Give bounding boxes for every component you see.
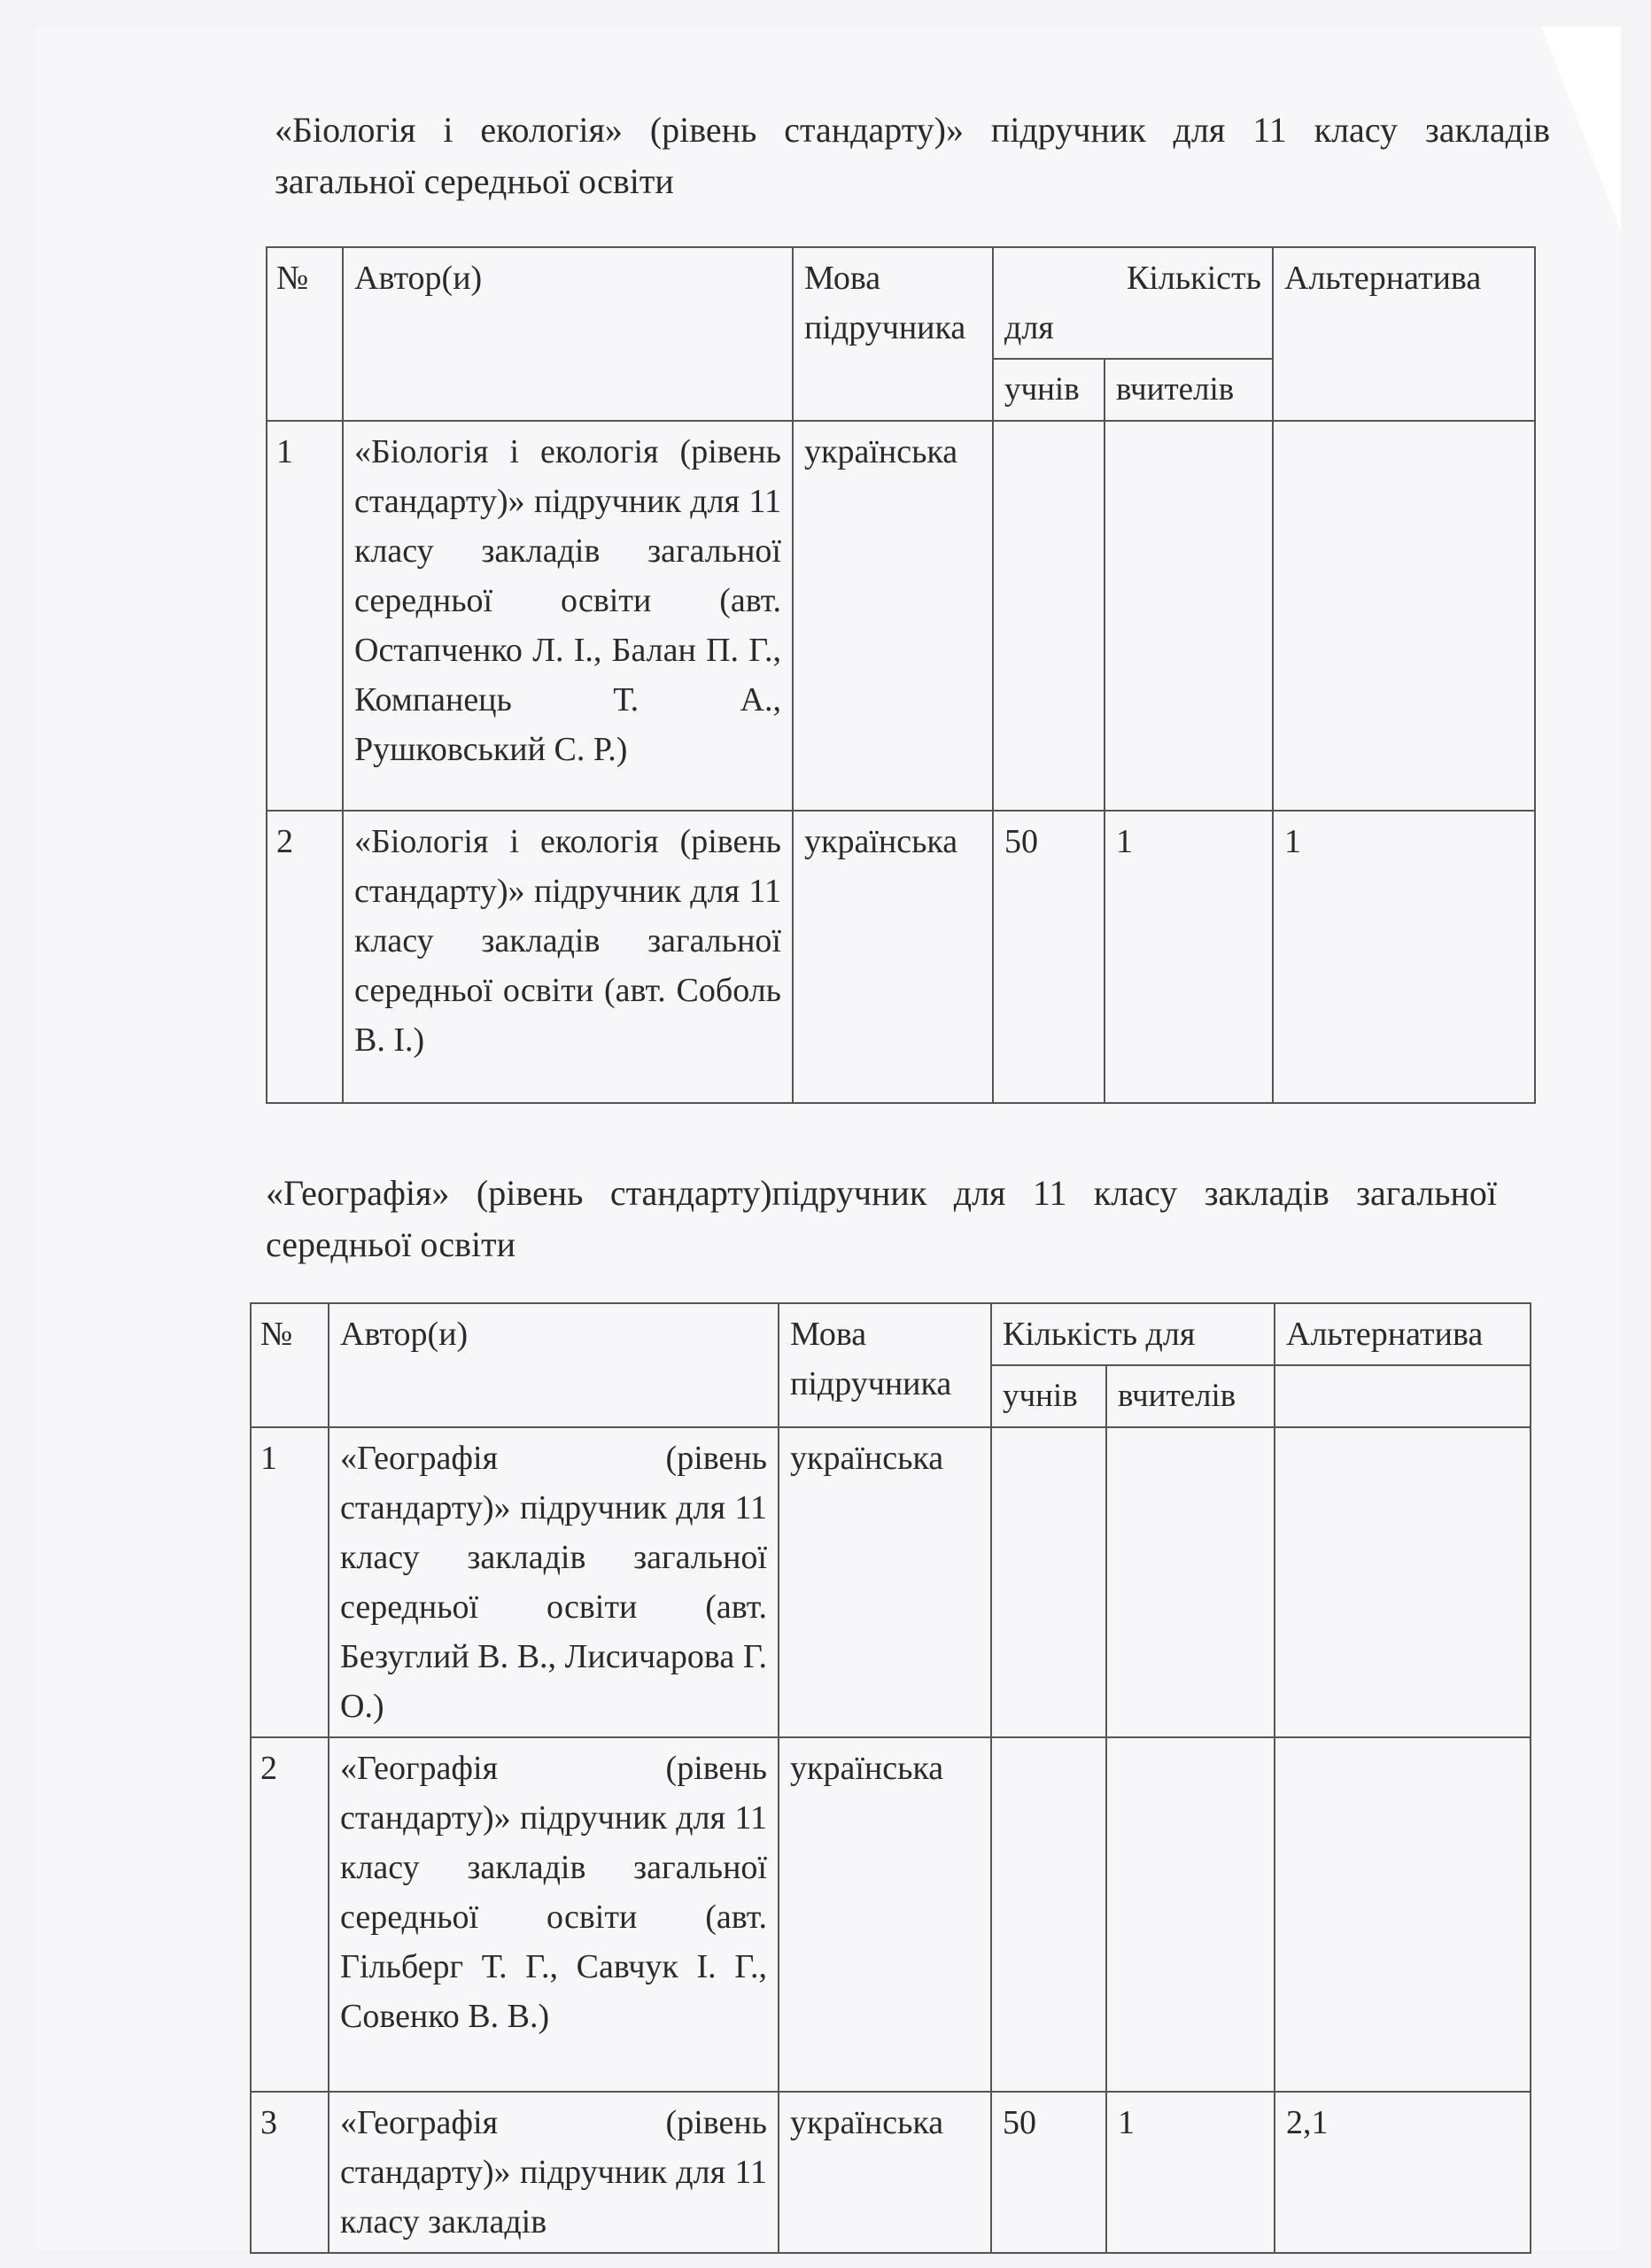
- row-alternative: 1: [1273, 811, 1535, 1103]
- section-heading-biology: [275, 105, 1550, 207]
- row-language: українська: [793, 421, 993, 811]
- header-quantity-label: Кількість: [1126, 260, 1261, 297]
- header-quantity: Кількість для: [991, 1303, 1275, 1365]
- header-alternative-blank: [1275, 1365, 1531, 1427]
- heading-line: «Географія» (рівень стандарту)підручник для 11 класу закладів загальної: [266, 1173, 1497, 1213]
- row-author: «Географія (рівень стандарту)» підручник для 11 класу закладів загальної середньої освіти (авт. Безуглий В. В., Лисичарова Г. О.): [329, 1427, 779, 1737]
- row-language: українська: [793, 811, 993, 1103]
- header-students: учнів: [991, 1365, 1106, 1427]
- table-row: [267, 811, 1535, 1103]
- row-num: 1: [251, 1427, 329, 1737]
- header-teachers: вчителів: [1106, 1365, 1275, 1427]
- row-author: «Біологія і екологія (рівень стандарту)» підручник для 11 класу закладів загальної середньої освіти (авт. Соболь В. І.): [343, 811, 793, 1103]
- row-language: українська: [779, 1737, 991, 2092]
- row-students: [991, 1427, 1106, 1737]
- row-teachers: 1: [1105, 811, 1273, 1103]
- row-num: 2: [267, 811, 343, 1103]
- row-students: 50: [991, 2092, 1106, 2253]
- row-num: 3: [251, 2092, 329, 2253]
- table-row: [251, 1427, 1531, 1737]
- row-students: [991, 1737, 1106, 2092]
- header-num: №: [251, 1303, 329, 1427]
- row-alternative: [1275, 1737, 1531, 2092]
- row-teachers: [1105, 421, 1273, 811]
- row-alternative: 2,1: [1275, 2092, 1531, 2253]
- row-students: 50: [993, 811, 1105, 1103]
- header-teachers: вчителів: [1105, 359, 1273, 421]
- geography-textbook-table: [250, 1302, 1531, 2254]
- header-alternative: Альтернатива: [1273, 247, 1535, 421]
- table-row: [251, 1737, 1531, 2092]
- row-num: 1: [267, 421, 343, 811]
- row-teachers: [1106, 1737, 1275, 2092]
- header-alternative: Альтернатива: [1275, 1303, 1531, 1365]
- row-author: «Географія (рівень стандарту)» підручник для 11 класу закладів: [329, 2092, 779, 2253]
- row-language: українська: [779, 1427, 991, 1737]
- row-author: «Географія (рівень стандарту)» підручник для 11 класу закладів загальної середньої освіти (авт. Гільберг Т. Г., Савчук І. Г., Совенко В. В.): [329, 1737, 779, 2092]
- header-quantity-for: для: [1004, 309, 1054, 346]
- row-alternative: [1273, 421, 1535, 811]
- biology-textbook-table: [266, 246, 1536, 1104]
- table-row: [267, 421, 1535, 811]
- row-language: українська: [779, 2092, 991, 2253]
- header-students: учнів: [993, 359, 1105, 421]
- header-language: Мова підручника: [793, 247, 993, 421]
- header-author: Автор(и): [329, 1303, 779, 1427]
- row-teachers: [1106, 1427, 1275, 1737]
- table-row: [251, 2092, 1531, 2253]
- row-teachers: 1: [1106, 2092, 1275, 2253]
- row-num: 2: [251, 1737, 329, 2092]
- header-language: Мова підручника: [779, 1303, 991, 1427]
- header-quantity: [993, 247, 1273, 359]
- folded-corner: [1541, 27, 1621, 230]
- row-alternative: [1275, 1427, 1531, 1737]
- heading-line: середньої освіти: [266, 1224, 515, 1264]
- row-author: «Біологія і екологія (рівень стандарту)» підручник для 11 класу закладів загальної середньої освіти (авт. Остапченко Л. І., Балан П. Г., Компанець Т. А., Рушковський С. Р.): [343, 421, 793, 811]
- row-students: [993, 421, 1105, 811]
- section-heading-geography: [266, 1168, 1497, 1270]
- heading-line: загальної середньої освіти: [275, 161, 674, 201]
- header-author: Автор(и): [343, 247, 793, 421]
- heading-line: «Біологія і екологія» (рівень стандарту)» підручник для 11 класу закладів: [275, 110, 1550, 150]
- header-num: №: [267, 247, 343, 421]
